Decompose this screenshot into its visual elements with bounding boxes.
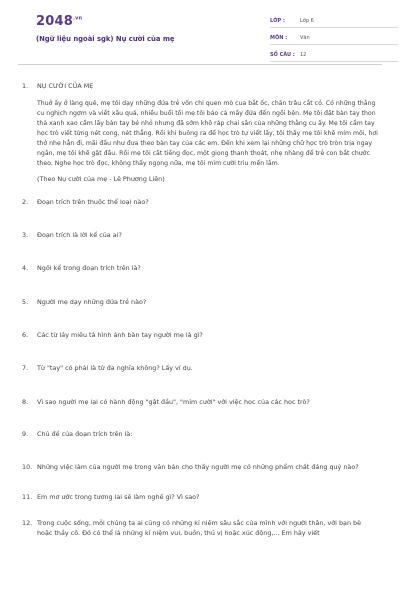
site-logo[interactable]: [36, 14, 82, 29]
passage-source: (Theo Nụ cười của mẹ - Lê Phương Liên): [37, 175, 165, 184]
document-meta: [270, 14, 398, 65]
meta-label: MÔN :: [270, 34, 288, 41]
question-item: [22, 231, 378, 240]
document-title: (Ngữ liệu ngoài sgk) Nụ cười của mẹ: [36, 35, 175, 43]
question-number: 7.: [22, 364, 29, 373]
question-number: 11.: [22, 493, 33, 502]
question-text: Những việc làm của người mẹ trong văn bản cho thấy người mẹ có những phẩm chất đáng quý nào?: [37, 462, 359, 471]
question-text: Từ "tay" có phải là từ đa nghĩa không? Lấy ví dụ.: [37, 364, 193, 373]
question-number: 10.: [22, 462, 33, 471]
question-text: Người mẹ dạy những đứa trẻ nào?: [37, 297, 147, 306]
question-item: [22, 519, 378, 538]
question-text: Đoạn trích trên thuộc thể loại nào?: [37, 198, 149, 207]
question-item: [22, 493, 378, 502]
question-number: 8.: [22, 397, 29, 406]
question-text: Các từ láy miêu tả hình ảnh bàn tay người mẹ là gì?: [37, 331, 203, 340]
meta-label: SỐ CÂU :: [270, 51, 295, 58]
meta-row-subject: [270, 31, 398, 45]
question-item: [22, 264, 378, 273]
question-item: [22, 398, 378, 407]
question-number: 5.: [22, 297, 29, 306]
question-number: 3.: [22, 230, 29, 239]
header-divider: [18, 64, 382, 65]
question-item: [22, 331, 378, 340]
question-number: 2.: [22, 198, 29, 207]
question-item: [22, 430, 378, 439]
question-item: [22, 364, 378, 373]
question-text: Chủ đề của đoạn trích trên là:: [37, 430, 133, 439]
meta-value: Lớp 6: [300, 17, 314, 24]
logo-tld: .vn: [72, 15, 83, 22]
logo-text: 2048: [36, 14, 73, 29]
question-number: 6.: [22, 331, 29, 340]
question-text: Em mơ ước trong tương lai sẽ làm nghề gì? Vì sao?: [37, 493, 200, 502]
question-number: 4.: [22, 264, 29, 273]
header: [18, 0, 382, 60]
meta-row-class: [270, 14, 398, 28]
question-number: 12.: [22, 519, 33, 528]
passage-title: NỤ CƯỜI CỦA MẸ: [37, 82, 94, 90]
question-list: [22, 82, 378, 559]
meta-row-count: [270, 48, 398, 62]
question-text: Đoạn trích là lời kể của ai?: [37, 230, 122, 239]
meta-value: Văn: [300, 34, 310, 41]
meta-value: 12: [300, 51, 307, 58]
question-text: Vì sao người mẹ lại có hành động "gật đầu", "mỉm cười" với việc học của các học trò?: [37, 397, 310, 406]
question-text: Trong cuộc sống, mỗi chúng ta ai cũng có những kỉ niệm sâu sắc của mình với người thân, với bạn bè hoặc thầy cô. Đó có thể là những kỉ niệm vui, buồn, thú vị hoặc xúc động,... Em hãy viết: [37, 519, 362, 537]
meta-label: LỚP :: [270, 17, 285, 24]
question-number: 1.: [22, 82, 29, 90]
question-item: [22, 463, 378, 472]
question-item: [22, 298, 378, 307]
question-text: Ngôi kể trong đoạn trích trên là?: [37, 264, 141, 273]
passage-body: Thuở ấy ở làng quê, mẹ tôi dạy những đứa trẻ vốn chỉ quen mò cua bắt ốc, chăn trâu cắt cỏ. Có những thằng cu nghịch ngợm và viết xấu quá, nhiều buổi tối mẹ tôi bảo cả mấy đứa đến ngồi bên. Mẹ tôi đặt bàn tay thon thả xanh xao cầm lấy bàn tay bé nhỏ nhưng đã sớm khô ráp chai sần của những thằng cu ấy. Mẹ tôi cầm tay học trò viết từng nét cong, nét thẳng. Rồi khi buông ra để học trò tự viết lấy, tôi thấy mẹ tôi khẽ mím môi, hơi thở nhẹ hẳn đi, mãi đầu như đưa theo bàn tay của các em. Đến khi xem lại những chữ học trò tròn trịa ngay ngắn, mẹ tôi khẽ gật đầu. Rồi mẹ tôi cất tiếng đọc, một giọng thanh thoát, nhẹ nhàng để trẻ con bắt chước theo. Nghe học trò đọc, không thấy ngọng nữa, mẹ tôi mỉm cười triu mến lắm.: [37, 100, 378, 168]
passage-heading: [22, 82, 378, 91]
question-item: [22, 198, 378, 207]
question-number: 9.: [22, 430, 29, 439]
